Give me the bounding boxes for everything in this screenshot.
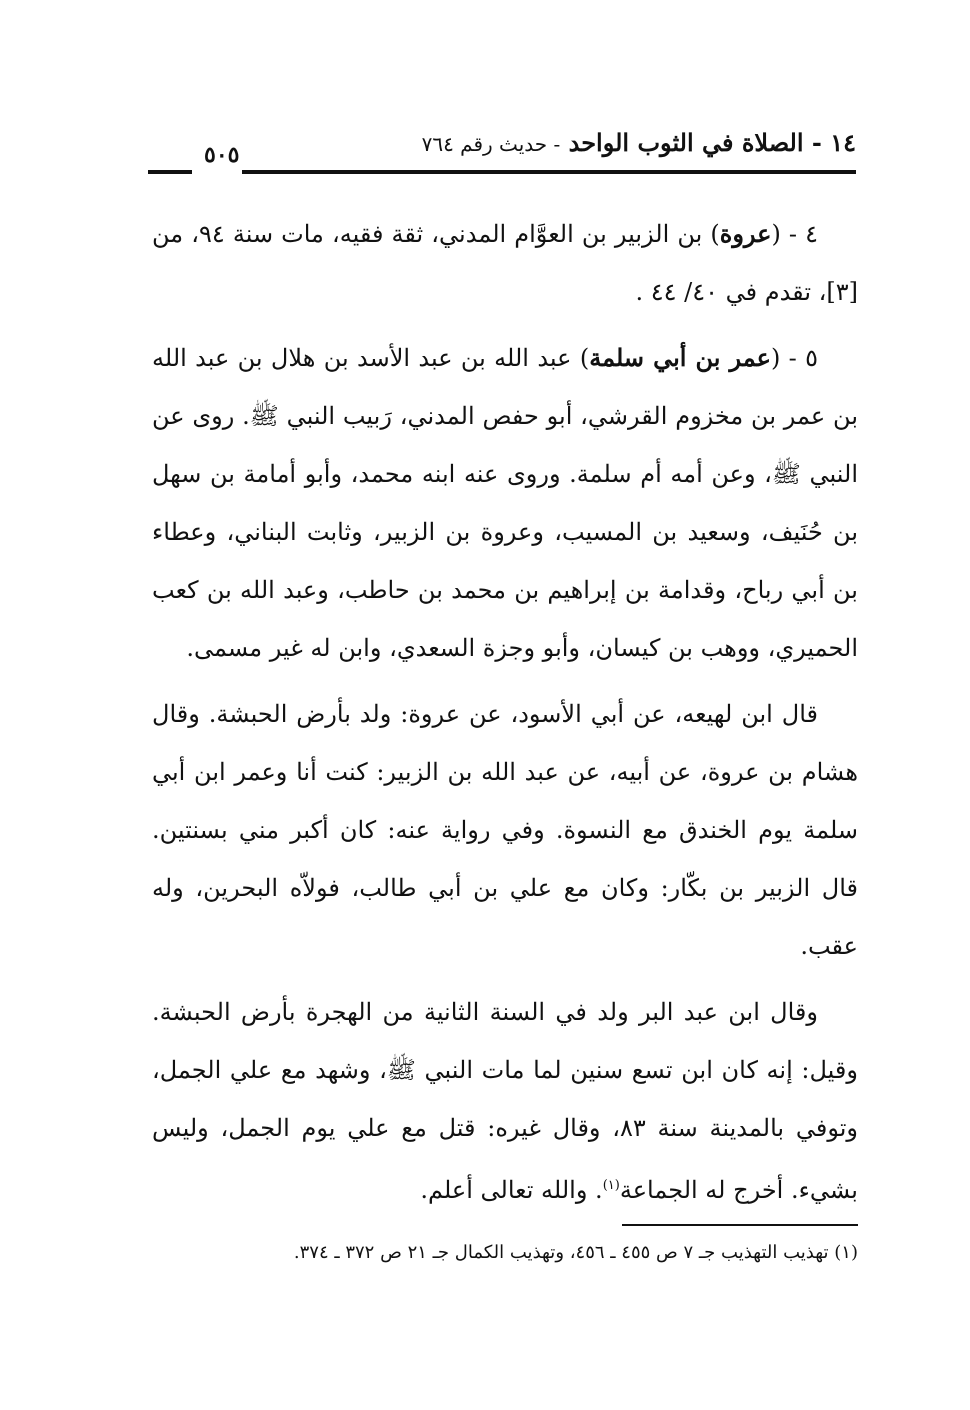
footnote-rule bbox=[622, 1224, 858, 1226]
paragraph-ibn-abd-al-barr bbox=[152, 983, 858, 1219]
paragraph-urwa bbox=[152, 205, 858, 321]
header-rule-short bbox=[148, 170, 192, 174]
running-header bbox=[148, 128, 856, 178]
footnote-ref: (١) bbox=[602, 1178, 620, 1193]
paragraph-text: ) عبد الله بن عبد الأسد بن هلال بن عبد الله بن عمر بن مخزوم القرشي، أبو حفص المدني، رَبيب النبي ﷺ. روى عن النبي ﷺ، وعن أمه أم سلمة. وروى عنه ابنه محمد، وأبو أمامة بن سهل بن حُنَيف، وسعيد بن المسيب، وعروة بن الزبير، وثابت البناني، وعطاء بن أبي رباح، وقدامة بن إبراهيم بن محمد بن حاطب، وعبد الله بن كعب الحميري، ووهب بن كيسان، وأبو وجزة السعدي، وابن له غير مسمى. bbox=[152, 344, 858, 662]
narrator-name: عروة bbox=[719, 219, 772, 248]
entry-number: ٥ - ( bbox=[770, 344, 819, 372]
footnote: (١) تهذيب التهذيب جـ ٧ ص ٤٥٥ ـ ٤٥٦، وتهذيب الكمال جـ ٢١ ص ٣٧٢ ـ ٣٧٤. bbox=[293, 1242, 858, 1263]
paragraph-text: ) بن الزبير بن العوَّام المدني، ثقة فقيه، مات سنة ٩٤، من [٣]، تقدم في ٤٠/ ٤٤ . bbox=[152, 220, 858, 306]
paragraph-text: وقال ابن عبد البر ولد في السنة الثانية من الهجرة بأرض الحبشة. وقيل: إنه كان ابن تسع سنين لما مات النبي ﷺ، وشهد مع علي الجمل، وتوفي بالمدينة سنة ٨٣، وقال غيره: قتل مع علي يوم الجمل، وليس بشيء. أخرج له الجماعة bbox=[152, 998, 858, 1204]
paragraph-text: قال ابن لهيعه، عن أبي الأسود، عن عروة: ولد بأرض الحبشة. وقال هشام بن عروة، عن أبيه، عن عبد الله بن الزبير: كنت أنا وعمر ابن أبي سلمة يوم الخندق مع النسوة. وفي رواية عنه: كان أكبر مني بسنتين. قال الزبير بن بكّار: وكان مع علي بن أبي طالب، فولاّه البحرين، وله عقب. bbox=[152, 700, 858, 960]
paragraph-text-end: . والله تعالى أعلم. bbox=[420, 1176, 603, 1204]
narrator-name: عمر بن أبي سلمة bbox=[589, 343, 771, 372]
paragraph-birth bbox=[152, 685, 858, 975]
main-text bbox=[152, 205, 858, 1227]
chapter-title: ١٤ - الصلاة في الثوب الواحد bbox=[568, 128, 856, 157]
header-rule-long bbox=[242, 170, 856, 174]
header-title bbox=[422, 128, 856, 157]
paragraph-umar bbox=[152, 329, 858, 677]
page-number: ٥٠٥ bbox=[204, 142, 240, 168]
hadith-number: - حديث رقم ٧٦٤ bbox=[421, 132, 561, 156]
entry-number: ٤ - ( bbox=[771, 220, 819, 248]
